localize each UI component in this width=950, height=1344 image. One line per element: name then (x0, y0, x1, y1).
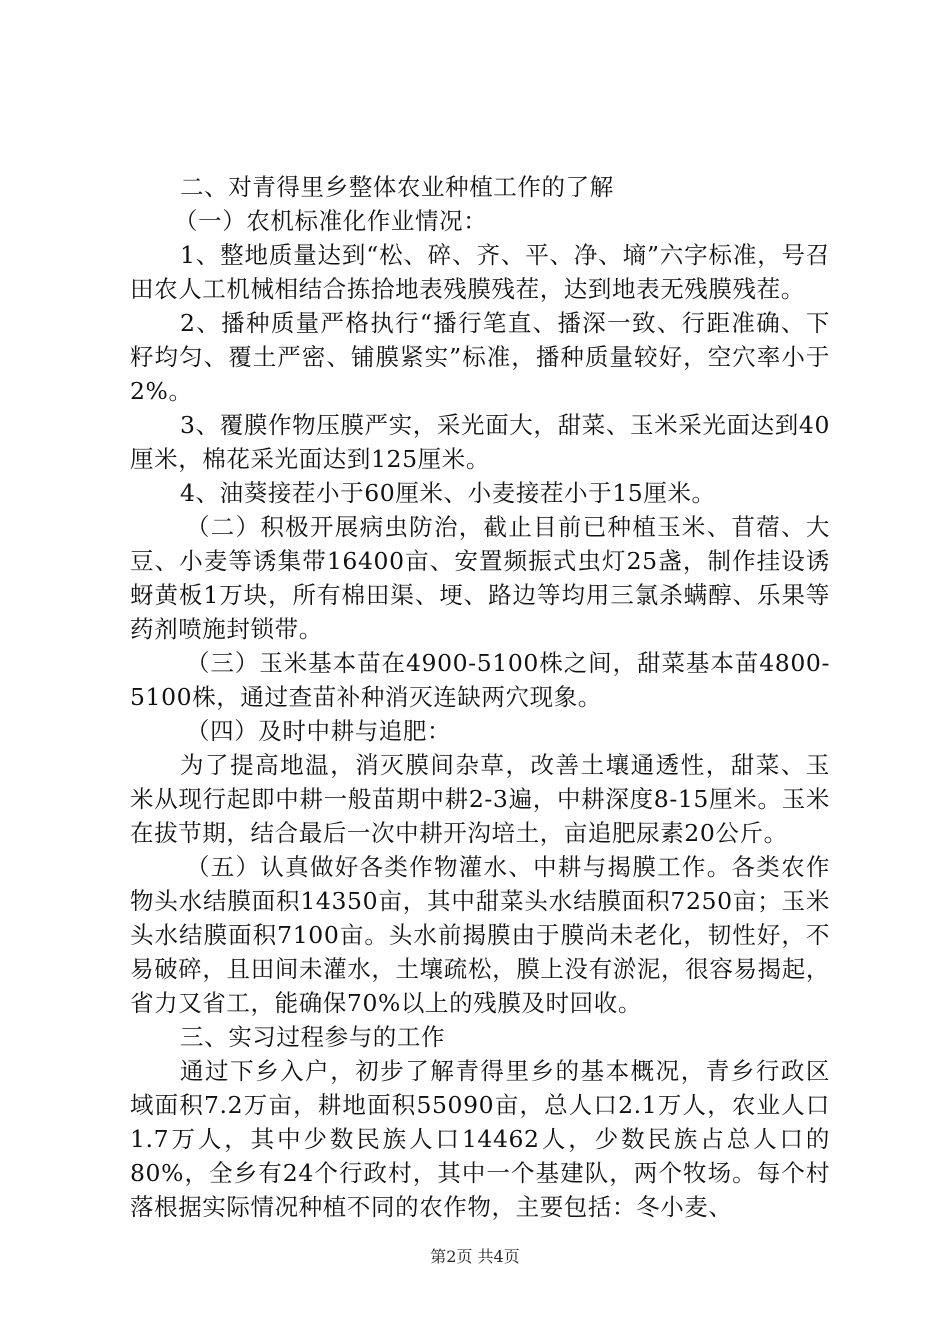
paragraph: 4、油葵接茬小于60厘米、小麦接茬小于15厘米。 (180, 479, 716, 507)
paragraph: 为了提高地温，消灭膜间杂草，改善土壤通透性，甜菜、玉米从现行起即中耕一般苗期中耕2-3遍，中耕深度8-15厘米。玉米在拔节期，结合最后一次中耕开沟培土，亩追肥尿素20公斤。 (130, 751, 830, 847)
paragraph: 1、整地质量达到“松、碎、齐、平、净、墒”六字标准，号召田农人工机械相结合拣拾地表残膜残茬，达到地表无残膜残茬。 (130, 241, 830, 303)
section-heading: 二、对青得里乡整体农业种植工作的了解 (180, 173, 614, 201)
section-heading: 三、实习过程参与的工作 (180, 1023, 446, 1051)
paragraph: （五）认真做好各类作物灌水、中耕与揭膜工作。各类农作物头水结膜面积14350亩，其中甜菜头水结膜面积7250亩；玉米头水结膜面积7100亩。头水前揭膜由于膜尚未老化，韧性好，不易破碎，且田间未灌水，土壤疏松，膜上没有淤泥，很容易揭起，省力又省工，能确保70%以上的残膜及时回收。 (130, 853, 830, 1017)
paragraph: 3、覆膜作物压膜严实，采光面大，甜菜、玉米采光面达到40厘米，棉花采光面达到125厘米。 (130, 411, 830, 473)
subsection-heading: （一）农机标准化作业情况： (174, 207, 488, 235)
paragraph: （三）玉米基本苗在4900-5100株之间，甜菜基本苗4800-5100株，通过查苗补种消灭连缺两穴现象。 (130, 649, 830, 711)
document-body (130, 170, 830, 1224)
page-footer: 第2页 共4页 (430, 1247, 520, 1266)
paragraph: 2、播种质量严格执行“播行笔直、播深一致、行距准确、下籽均匀、覆土严密、铺膜紧实”标准，播种质量较好，空穴率小于2%。 (130, 309, 830, 405)
paragraph: （二）积极开展病虫防治，截止目前已种植玉米、苜蓿、大豆、小麦等诱集带16400亩、安置频振式虫灯25盏，制作挂设诱蚜黄板1万块，所有棉田渠、埂、路边等均用三氯杀螨醇、乐果等药剂喷施封锁带。 (130, 513, 830, 643)
subsection-heading: （四）及时中耕与追肥： (186, 717, 452, 745)
paragraph: 通过下乡入户，初步了解青得里乡的基本概况，青乡行政区域面积7.2万亩，耕地面积55090亩，总人口2.1万人，农业人口1.7万人，其中少数民族人口14462人，少数民族占总人口的80%，全乡有24个行政村，其中一个基建队，两个牧场。每个村落根据实际情况种植不同的农作物，主要包括：冬小麦、 (130, 1057, 830, 1221)
